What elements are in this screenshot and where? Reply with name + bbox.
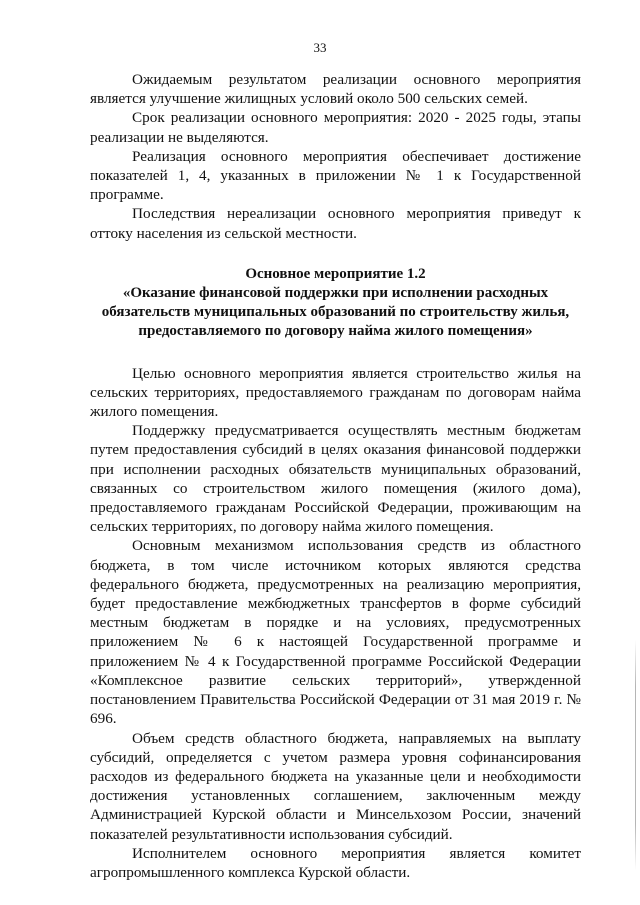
paragraph-funding-volume: Объем средств областного бюджета, направляемых на выплату субсидий, определяется с учетом размера уровня софинансирования расходов из федерального бюджета на указанные цели и необходимости достижения установленных соглашением, заключенным между Администрацией Курской области и Минсельхозом России, значений показателей результативности использования субсидий. <box>90 729 581 843</box>
heading-line-3: обязательств муниципальных образований по строительству жилья, <box>101 304 570 321</box>
heading-line-4: предоставляемого по договору найма жилого помещения» <box>138 323 533 340</box>
document-body <box>90 70 581 882</box>
heading-title: Основное мероприятие 1.2 <box>245 265 426 282</box>
paragraph-support: Поддержку предусматривается осуществлять местным бюджетам путем предоставления субсидий в целях оказания финансовой поддержки при исполнении расходных обязательств муниципальных образований, связанных со строительством жилого помещения (жилого дома), предоставляемого гражданам Российской Федерации, проживающим на сельских территориях, по договору найма жилого помещения. <box>90 422 581 536</box>
paragraph-executor: Исполнителем основного мероприятия является комитет агропромышленного комплекса Курской области. <box>90 844 581 881</box>
section-heading <box>90 265 581 342</box>
paragraph-expected-result: Ожидаемым результатом реализации основного мероприятия является улучшение жилищных условий около 500 сельских семей. <box>90 71 581 108</box>
scan-edge-mark <box>635 640 636 870</box>
paragraph-goal: Целью основного мероприятия является строительство жилья на сельских территориях, предоставляемого гражданам по договорам найма жилого помещения. <box>90 364 581 421</box>
heading-line-2: «Оказание финансовой поддержки при исполнении расходных <box>122 285 549 302</box>
paragraph-mechanism: Основным механизмом использования средств из областного бюджета, в том числе источником которых являются средства федерального бюджета, предусмотренных на реализацию мероприятия, будет предоставление межбюджетных трансфертов в форме субсидий местным бюджетам в порядке и на условиях, предусмотренных приложением № 6 к настоящей Государственной программе и приложением № 4 к Государственной программе Российской Федерации «Комплексное развитие сельских территорий», утвержденной постановлением Правительства Российской Федерации от 31 мая 2019 г. № 696. <box>90 537 581 728</box>
paragraph-indicators: Реализация основного мероприятия обеспечивает достижение показателей 1, 4, указанных в приложении № 1 к Государственной программе. <box>90 147 581 204</box>
paragraph-implementation-period: Срок реализации основного мероприятия: 2020 - 2025 годы, этапы реализации не выделяются. <box>90 109 581 146</box>
page-number: 33 <box>313 40 327 55</box>
paragraph-consequences: Последствия нереализации основного мероприятия приведут к оттоку населения из сельской местности. <box>90 205 581 242</box>
